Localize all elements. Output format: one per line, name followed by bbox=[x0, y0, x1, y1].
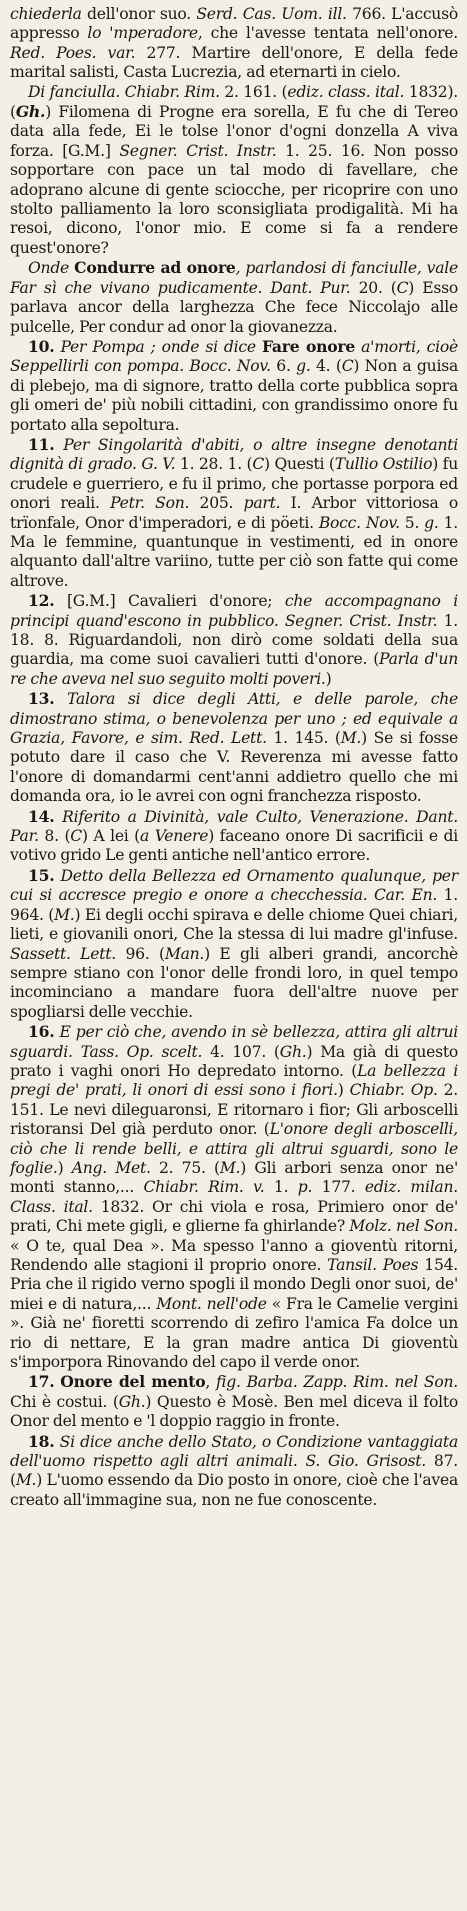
text-segment: 11. bbox=[28, 434, 55, 454]
text-segment: 5. bbox=[399, 513, 425, 532]
entry-paragraph bbox=[10, 866, 458, 1022]
text-segment: ) bbox=[57, 1158, 72, 1177]
text-segment: Per Pompa ; onde si dice bbox=[54, 337, 262, 356]
text-segment: « Fra le Camelie vergini ». Già ne' fioretti scorrendo di zefiro l'amica Fa dolce un rio di nettare, E la gran madre antica Di gioventù s'imporpora Rinovando del capo il verde onor. bbox=[10, 1294, 458, 1372]
text-segment: Condurre ad onore bbox=[74, 258, 236, 278]
text-segment: lo bbox=[87, 24, 102, 43]
text-segment: ) Ma già di questo prato i vaghi onori Ho depredato intorno. ( bbox=[10, 1042, 458, 1080]
text-segment: 1. 145. ( bbox=[266, 729, 341, 748]
text-segment: 20. ( bbox=[350, 278, 397, 297]
text-segment: M. bbox=[54, 905, 75, 924]
text-segment: 1. 28. 1. ( bbox=[175, 455, 253, 474]
text-segment: ) Ei degli occhi spirava e delle chiome Quei chiari, lieti, e giovanili onori, Che la stessa di lui madre gl'infuse. bbox=[10, 905, 459, 944]
text-segment: M. bbox=[15, 1471, 37, 1490]
text-segment: ediz. class. ital. bbox=[287, 82, 405, 101]
text-segment: 16. bbox=[28, 1022, 55, 1042]
text-segment: 2. 161. ( bbox=[219, 82, 288, 101]
text-segment: ) Esso parlava ancor della larghezza Che fece Niccolajo alle pulcelle, Per condur ad onor la giovanezza. bbox=[10, 278, 458, 336]
text-segment: Onore del mento bbox=[60, 1372, 206, 1392]
text-segment: 8. ( bbox=[38, 827, 71, 846]
text-segment: 1. Ma le femmine, quantunque in vestimenti, ed in onore alquanto dall'altre variino, tutte per ciò son fatte qui come altrove. bbox=[10, 513, 458, 590]
entry-paragraph bbox=[10, 807, 458, 866]
text-segment: Fare onore bbox=[261, 336, 356, 356]
text-segment: 4. ( bbox=[310, 357, 342, 376]
text-segment: Molz. nel Son. bbox=[349, 1217, 458, 1236]
text-segment: 18. bbox=[28, 1431, 55, 1451]
entry-paragraph bbox=[10, 591, 458, 689]
text-segment: 4. 107. ( bbox=[202, 1042, 280, 1061]
text-segment: Bocc. Nov. bbox=[318, 513, 400, 532]
text-segment: Gh. bbox=[15, 102, 46, 122]
text-segment: a'morti, cioè Seppellirli con pompa. Bocc. Nov. bbox=[10, 337, 458, 376]
text-segment: Talora si dice degli Atti, e delle parole, che dimostrano stima, o benevolenza per uno ; ed equivale a Grazia, Favore, e sim. Red. Lett. bbox=[10, 690, 458, 748]
text-segment: Petr. Son. bbox=[110, 494, 190, 513]
text-segment: , parlandosi di fanciulle, vale Far sì che vivano pudicamente. Dant. Pur. bbox=[10, 259, 459, 297]
text-segment: Tullio Ostilio bbox=[334, 455, 433, 474]
text-segment: ediz. milan. Class. ital. bbox=[10, 1178, 458, 1216]
text-segment: 1. 25. 16. Non posso sopportare con pace un tal modo di favellare, che adoprano alcune di gente sciocche, per ricoprire con uno stolto palliamento la loro sconsigliata prodigalità. Mi ha resoi, dicono, l'onor mio. E come si fa a rendere quest'onore? bbox=[10, 141, 458, 257]
text-segment: 6. bbox=[270, 357, 297, 376]
text-segment: ) Se si fosse potuto dare il caso che V. Reverenza mi avesse fatto l'onore di domandarmi cent'anni addietro quello che mi domanda ora, io le avrei con ogni franchezza risposto. bbox=[10, 729, 458, 806]
text-segment: ) Non a guisa di plebejo, ma di signore, tratto della corte pubblica sopra gli omeri de' più nobili cittadini, con grandissimo onore fu portato alla sepoltura. bbox=[10, 357, 458, 434]
text-segment: ) E gli alberi grandi, ancorchè sempre stiano con l'onor delle frondi loro, in quel tempo incominciano a mandare fuora dell'altre nuove per spogliarsi delle vecchie. bbox=[10, 944, 458, 1021]
text-segment: C bbox=[341, 357, 354, 376]
text-segment: 96. ( bbox=[116, 944, 165, 963]
text-segment: 2. 75. ( bbox=[150, 1158, 220, 1177]
text-segment: p. bbox=[297, 1178, 313, 1197]
text-segment: 1. 964. ( bbox=[10, 886, 458, 924]
text-segment: ) fu crudele e guerriero, e fu il primo, che portasse porpora ed onori reali. bbox=[10, 455, 458, 513]
entry-paragraph bbox=[10, 1372, 458, 1431]
text-segment: part. bbox=[243, 494, 281, 513]
text-segment: Segner. Crist. Instr. bbox=[119, 141, 277, 160]
text-segment: Per Singolarità d'abiti, o altre insegne denotanti dignità di grado. G. V. bbox=[10, 435, 458, 474]
text-segment: 14. bbox=[28, 806, 55, 826]
text-segment: 766. L'accusò appresso bbox=[10, 5, 458, 43]
text-segment: 10. bbox=[28, 336, 55, 356]
text-segment: I. Arbor vittoriosa o trïonfale, Onor d'imperadori, e di pöeti. bbox=[10, 494, 458, 532]
text-segment: 1832. Or chi viola e rosa, Primiero onor de' prati, Chi mete gigli, e glierne fa ghirlande? bbox=[10, 1197, 458, 1236]
text-segment: Onde bbox=[28, 259, 75, 278]
text-segment: L'onore degli arboscelli, ciò che li rende belli, e attira gli altrui sguardi, sono le foglie. bbox=[10, 1120, 458, 1177]
text-segment: a Venere bbox=[140, 827, 209, 846]
text-segment: ) Questo è Mosè. Ben mel dicevа il folto Onor del mento e 'l doppio raggio in fronte. bbox=[10, 1392, 458, 1431]
text-segment: g. bbox=[424, 513, 439, 532]
text-segment: C bbox=[252, 455, 265, 474]
text-segment: ) bbox=[337, 1081, 350, 1100]
entry-paragraph bbox=[10, 435, 458, 591]
text-segment: 87. ( bbox=[10, 1452, 458, 1490]
text-segment: Detto della Bellezza ed Ornamento qualunque, per cui si accresce pregio e onore a checchessia. Car. En. bbox=[10, 866, 458, 905]
text-segment: Di fanciulla. Chiabr. Rim. bbox=[28, 82, 220, 101]
text-segment: 154. Pria che il rigido verno spogli il mondo Degli onor suoi, de' miei e di natura,... bbox=[10, 1256, 458, 1313]
text-segment: , che l'avesse tentata nell'onore. bbox=[197, 24, 458, 43]
text-segment: 12. bbox=[28, 591, 55, 611]
text-segment: 205. bbox=[189, 494, 244, 513]
text-segment: Red. Poes. var. bbox=[10, 43, 136, 62]
text-segment: ) bbox=[325, 669, 332, 688]
text-segment: ) Filomena di Progne era sorella, E fu che di Tereo data alla fede, Ei le tolse l'onor d'ogni donzella A viva forza. [G.M.] bbox=[10, 103, 458, 160]
text-segment: Gh. bbox=[118, 1392, 146, 1411]
text-segment: dell'onor suo. bbox=[81, 5, 197, 23]
entry-paragraph bbox=[10, 1022, 458, 1372]
text-segment: chiederla bbox=[10, 5, 82, 23]
text-segment: Chiabr. Op. bbox=[349, 1081, 438, 1100]
text-segment: Chi è costui. ( bbox=[10, 1392, 119, 1411]
text-segment: « O te, qual Dea ». Ma spesso l'anno a gioventù ritorni, Rendendo alle stagioni il proprio onore. bbox=[10, 1236, 458, 1274]
text-segment: 1. bbox=[264, 1178, 298, 1197]
text-segment: Mont. nell'ode bbox=[156, 1294, 267, 1313]
text-segment: 277. Martire dell'onore, E della fede marital salisti, Casta Lucrezia, ad eternarti in cielo. bbox=[10, 43, 458, 82]
text-segment: Tansil. Poes bbox=[327, 1256, 419, 1274]
entry-text-body bbox=[10, 5, 458, 1510]
text-segment: Parla d'un re che aveva nel suo seguito molti poveri. bbox=[10, 650, 458, 688]
text-segment: , bbox=[205, 1373, 216, 1392]
text-segment: C bbox=[396, 278, 409, 297]
text-segment: 15. bbox=[28, 865, 55, 885]
entry-paragraph bbox=[10, 1432, 458, 1511]
text-segment: Sassett. Lett. bbox=[10, 944, 117, 963]
text-segment: mperadore bbox=[113, 24, 198, 43]
text-segment: 2. 151. Le nevi dileguaronsi, E ritornaro i fior; Gli arboscelli ristoransi Del già perduto onor. ( bbox=[10, 1081, 459, 1139]
text-segment: fig. Barba. Zapp. Rim. nel Son. bbox=[215, 1373, 458, 1392]
text-segment: ) A lei ( bbox=[81, 827, 141, 846]
text-segment: Ang. Met. bbox=[71, 1158, 151, 1177]
entry-paragraph bbox=[10, 689, 458, 806]
text-segment: Gh. bbox=[279, 1042, 307, 1061]
entry-paragraph bbox=[10, 337, 458, 435]
text-segment: Man. bbox=[164, 944, 205, 963]
text-segment: [G.M.] Cavalieri d'onore; bbox=[54, 592, 285, 611]
text-segment: E per ciò che, avendo in sè bellezza, attira gli altrui sguardi. Tass. Op. scelt. bbox=[10, 1023, 458, 1061]
entry-paragraph bbox=[10, 5, 458, 83]
text-segment: Si dice anche dello Stato, o Condizione vantaggiata dell'uomo rispetto agli altri animali. S. Gio. Grisost. bbox=[10, 1432, 458, 1471]
text-segment: ) Gli arbori senza onor ne' monti stanno,... bbox=[10, 1158, 458, 1197]
text-segment: ) faceano onore Di sacrificii e di votivo grido Le genti antiche nell'antico errore. bbox=[10, 827, 458, 865]
text-segment: Riferito a Divinità, vale Culto, Venerazione. Dant. Par. bbox=[10, 807, 458, 846]
text-segment: Chiabr. Rim. v. bbox=[143, 1178, 265, 1197]
text-segment: g. bbox=[296, 357, 311, 376]
text-segment: Serd. Cas. Uom. ill. bbox=[196, 5, 347, 23]
entry-paragraph bbox=[10, 83, 458, 259]
text-segment: 1. 18. 8. Riguardandoli, non dirò come soldati della sua guardia, ma come suoi cavalieri tutti d'onore. ( bbox=[10, 611, 458, 669]
text-segment: 177. bbox=[312, 1178, 365, 1197]
text-segment: ) L'uomo essendo da Dio posto in onore, cioè che l'avea creato all'immagine sua, non ne fue conoscente. bbox=[10, 1471, 458, 1509]
text-segment: 13. bbox=[28, 689, 55, 709]
text-segment: La bellezza i pregi de' prati, li onori di essi sono i fiori. bbox=[10, 1061, 458, 1100]
text-segment: ) Questi ( bbox=[264, 455, 335, 474]
text-segment: M. bbox=[340, 729, 362, 748]
text-segment: 1832). ( bbox=[10, 82, 458, 122]
text-segment: M. bbox=[219, 1158, 241, 1177]
text-segment: che accompagnano i principi quand'escono in pubblico. Segner. Crist. Instr. bbox=[10, 592, 458, 630]
text-segment: C bbox=[70, 827, 82, 846]
text-segment: 17. bbox=[28, 1372, 55, 1392]
text-segment: ' bbox=[101, 24, 114, 43]
entry-paragraph bbox=[10, 258, 458, 337]
